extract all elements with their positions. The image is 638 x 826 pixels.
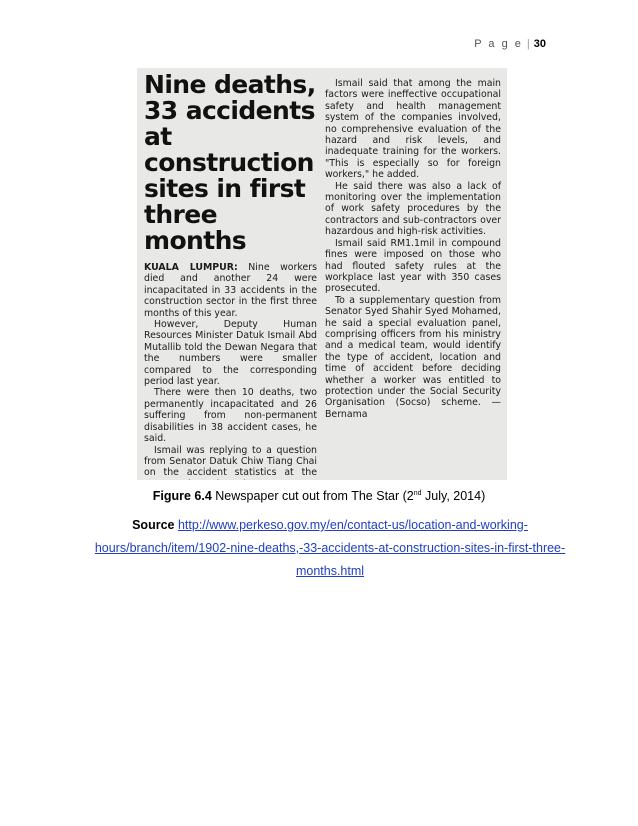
headline-line: Nine deaths, [144,70,316,99]
headline-line: three months [144,200,247,255]
headline-line: 33 accidents at [144,96,315,151]
page-word: P a g e [474,38,523,50]
article-paragraph [144,262,317,319]
article-paragraph: However, Deputy Human Resources Minister Datuk Ismail Abd Mutallib told the Dewan Negara that the numbers were smaller compared to the corresponding period last year. [144,319,317,388]
figure-caption [0,489,638,503]
article-paragraph: He said there was also a lack of monitoring over the implementation of work safety procedures by the contractors and sub-contractors over hazardous and high-risk activities. [325,180,501,238]
page-separator: | [526,38,530,50]
source-link[interactable]: http://www.perkeso.gov.my/en/contact-us/location-and-working- [177,518,528,532]
article-paragraph: Ismail said that among the main factors were ineffective occupational safety and health management system of the companies involved, no comprehensive evaluation of the hazard and risk levels, and inadequate training for the workers. "This is especially so for foreign workers," he added. [325,78,501,181]
source-link[interactable]: months.html [295,564,365,578]
article-right-column [325,78,501,420]
paragraph-text: Nine workers died and another 24 were incapacitated in 33 accidents in the construction sector in the first three months of this year. [144,262,317,319]
headline-line: sites in first [144,174,306,203]
article-paragraph: Ismail was replying to a question from Senator Datuk Chiw Tiang Chai on the accident statistics at the [144,444,317,479]
article-headline [144,72,317,254]
article-paragraph: Ismail said RM1.1mil in compound fines were imposed on those who had flouted safety rules at the workplace last year with 350 cases prosecuted. [325,237,501,295]
article-paragraph: To a supplementary question from Senator Syed Shahir Syed Mohamed, he said a special evaluation panel, comprising officers from his ministry and a medical team, would identify the type of accident, location and time of accident before deciding whether a worker was entitled to protection under the Social Security Organisation (Socso) scheme. — Bernama [325,294,501,420]
caption-superscript: nd [413,489,422,497]
article-left-column [144,68,317,480]
source-row [18,537,638,560]
source-citation [94,514,566,583]
page-header [474,38,546,50]
source-link[interactable]: hours/branch/item/1902-nine-deaths,-33-accidents-at-construction-sites-in-first-three- [94,541,566,555]
source-row [100,560,560,583]
source-row [100,514,560,537]
page-number: 30 [533,38,546,50]
figure-label: Figure 6.4 [152,489,212,503]
article-dateline: KUALA LUMPUR: [144,262,238,273]
source-label: Source [132,518,175,532]
headline-line: construction [144,148,314,177]
caption-text-end: July, 2014) [421,489,486,503]
caption-text: Newspaper cut out from The Star (2 [211,489,414,503]
newspaper-clipping [137,68,507,480]
article-paragraph: There were then 10 deaths, two permanently incapacitated and 26 suffering from non-permanent disabilities in 38 accident cases, he said. [144,387,317,445]
